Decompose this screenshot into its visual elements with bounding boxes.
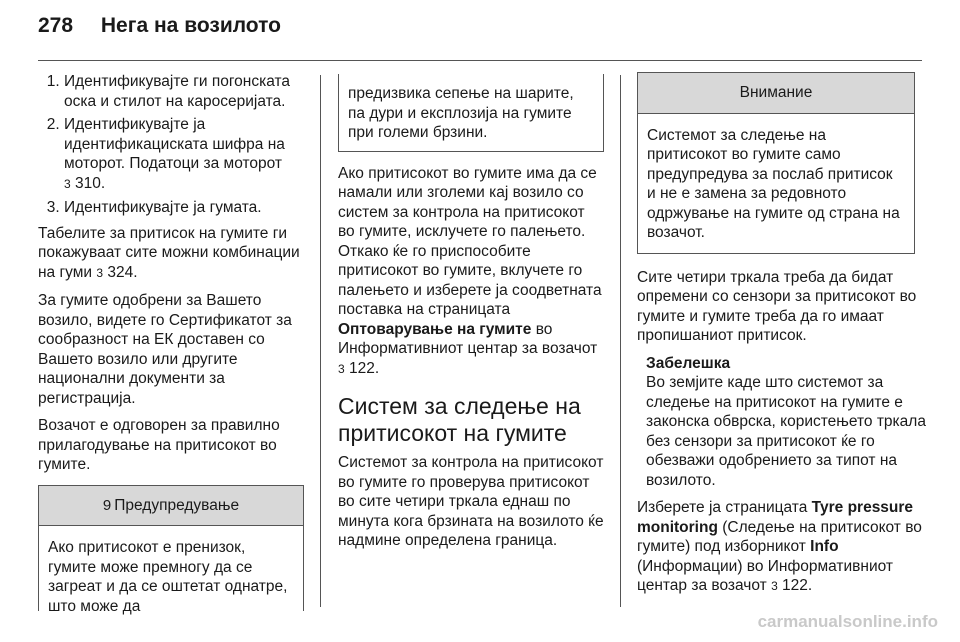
attention-header: Внимание — [638, 73, 914, 114]
header-rule — [38, 60, 922, 61]
column-1 — [38, 72, 304, 615]
menu-item-label: Tyre pressure monitoring — [637, 499, 914, 536]
section-heading: Систем за следење на притисокот на гумите — [338, 393, 581, 446]
paragraph: Ако притисокот во гумите има да се намали или зголеми кај возило со систем за контрола на притисокот во гумите, исклучете го палењето. Откако ќе го приспособите притисокот во гумите, вклучете го палењето и изберете ја соодветната поставка на страницата Оптоварување на гумите во Информативниот центар за возачот 3 122. — [338, 164, 602, 377]
watermark: carmanualsonline.info — [757, 612, 938, 631]
column-3 — [637, 72, 927, 605]
list-item: 2. Идентификувајте ја идентификациската шифра на моторот. Податоци за моторот 3 310. — [64, 115, 304, 194]
paragraph: Возачот е одговорен за правилно прилагодување на притисокот во гумите. — [38, 417, 280, 473]
paragraph: Табелите за притисок на гумите ги покажуваат сите можни комбинации на гуми 3 324. — [38, 224, 300, 281]
page-number: 278 — [38, 14, 74, 37]
page-ref[interactable]: 122. — [344, 359, 380, 377]
paragraph: Системот за контрола на притисокот во гумите го проверува притисокот во сите четири тркала еднаш по минута кога брзината на возилото ќе надмине определена граница. — [338, 454, 604, 549]
warning-icon: 9 — [102, 496, 112, 514]
page-ref-icon: 3 — [771, 579, 778, 593]
attention-box — [637, 72, 915, 254]
page-ref[interactable]: 310. — [70, 174, 106, 192]
page-ref-icon: 3 — [96, 265, 104, 280]
menu-item-label: Info — [810, 538, 839, 555]
page-title: Нега на возилото — [100, 14, 281, 37]
paragraph: За гумите одобрени за Вашето возило, видете го Сертификатот за сообразност на ЕК доставен со Вашето возило или другите национални документи за регистрација. — [38, 292, 292, 407]
warning-body: Ако притисокот е пренизок, гумите може премногу да се загреат и да се оштетат однатре, што може да — [48, 539, 288, 615]
warning-box — [38, 485, 304, 615]
warning-title: Предупредување — [114, 496, 240, 514]
page-ref-icon: 3 — [338, 361, 345, 376]
list-item: 1. Идентификувајте ги погонската оска и стилот на каросеријата. — [64, 72, 304, 111]
column-2 — [338, 74, 604, 559]
note-block — [646, 354, 927, 491]
page-ref[interactable]: 122. — [777, 577, 813, 594]
menu-item-label: Оптоварување на гумите — [338, 320, 532, 338]
page-header — [38, 14, 281, 38]
paragraph: Сите четири тркала треба да бидат опремени со сензори за притисокот во гумите и гумите треба да го имаат пропишаниот притисок. — [637, 268, 917, 344]
page-ref[interactable]: 324. — [103, 263, 138, 281]
identification-steps — [38, 72, 304, 218]
warning-header — [39, 486, 303, 527]
column-divider-2 — [620, 75, 621, 607]
page-ref-icon: 3 — [64, 176, 71, 191]
paragraph: Изберете ја страницата Tyre pressure monitoring (Следење на притисокот во гумите) под изборникот Info (Информации) во Информативниот центар за возачот 3 122. — [637, 499, 922, 594]
attention-body: Системот за следење на притисокот во гумите само предупредува за послаб притисок и не е замена за редовното одржување на гумите од страна на возачот. — [647, 126, 900, 241]
list-item: 3. Идентификувајте ја гумата. — [64, 198, 304, 218]
warning-box-continued: предизвика сепење на шарите, па дури и експлозија на гумите при големи брзини. — [338, 74, 604, 152]
note-body: Во земјите каде што системот за следење на притисокот на гумите е законска обврска, користењето тркала без сензори за притисокот ќе го обезважи одобрението за типот на возилото. — [646, 374, 926, 489]
note-title: Забелешка — [646, 354, 731, 372]
column-divider-1 — [320, 75, 321, 607]
